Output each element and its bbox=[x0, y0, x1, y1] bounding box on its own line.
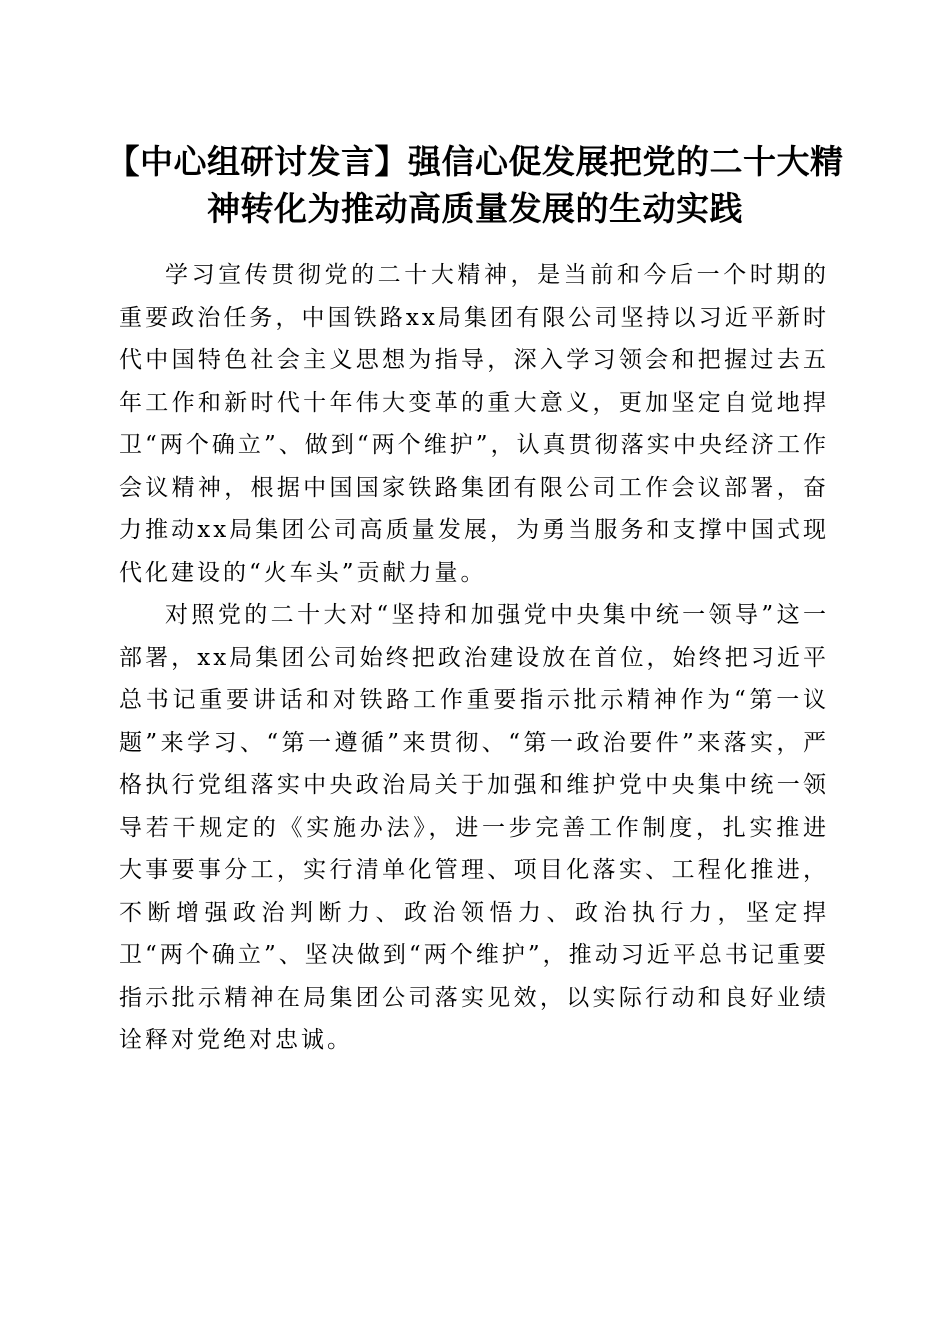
paragraph-2: 对照党的二十大对“坚持和加强党中央集中统一领导”这一部署，xx局集团公司始终把政治建设放在首位，始终把习近平总书记重要讲话和对铁路工作重要指示批示精神作为“第一议题”来学习、“第一遵循”来贯彻、“第一政治要件”来落实，严格执行党组落实中央政治局关于加强和维护党中央集中统一领导若干规定的《实施办法》，进一步完善工作制度，扎实推进大事要事分工，实行清单化管理、项目化落实、工程化推进，不断增强政治判断力、政治领悟力、政治执行力，坚定捍卫“两个确立”、坚决做到“两个维护”，推动习近平总书记重要指示批示精神在局集团公司落实见效，以实际行动和良好业绩诠释对党绝对忠诚。 bbox=[119, 602, 829, 1053]
paragraph-1: 学习宣传贯彻党的二十大精神，是当前和今后一个时期的重要政治任务，中国铁路xx局集团有限公司坚持以习近平新时代中国特色社会主义思想为指导，深入学习领会和把握过去五年工作和新时代十年伟大变革的重大意义，更加坚定自觉地捍卫“两个确立”、做到“两个维护”，认真贯彻落实中央经济工作会议精神，根据中国国家铁路集团有限公司工作会议部署，奋力推动xx局集团公司高质量发展，为勇当服务和支撑中国式现代化建设的“火车头”贡献力量。 bbox=[119, 262, 829, 586]
document-body bbox=[119, 254, 829, 1062]
document-title: 【中心组研讨发言】强信心促发展把党的二十大精神转化为推动高质量发展的生动实践 bbox=[106, 142, 844, 228]
